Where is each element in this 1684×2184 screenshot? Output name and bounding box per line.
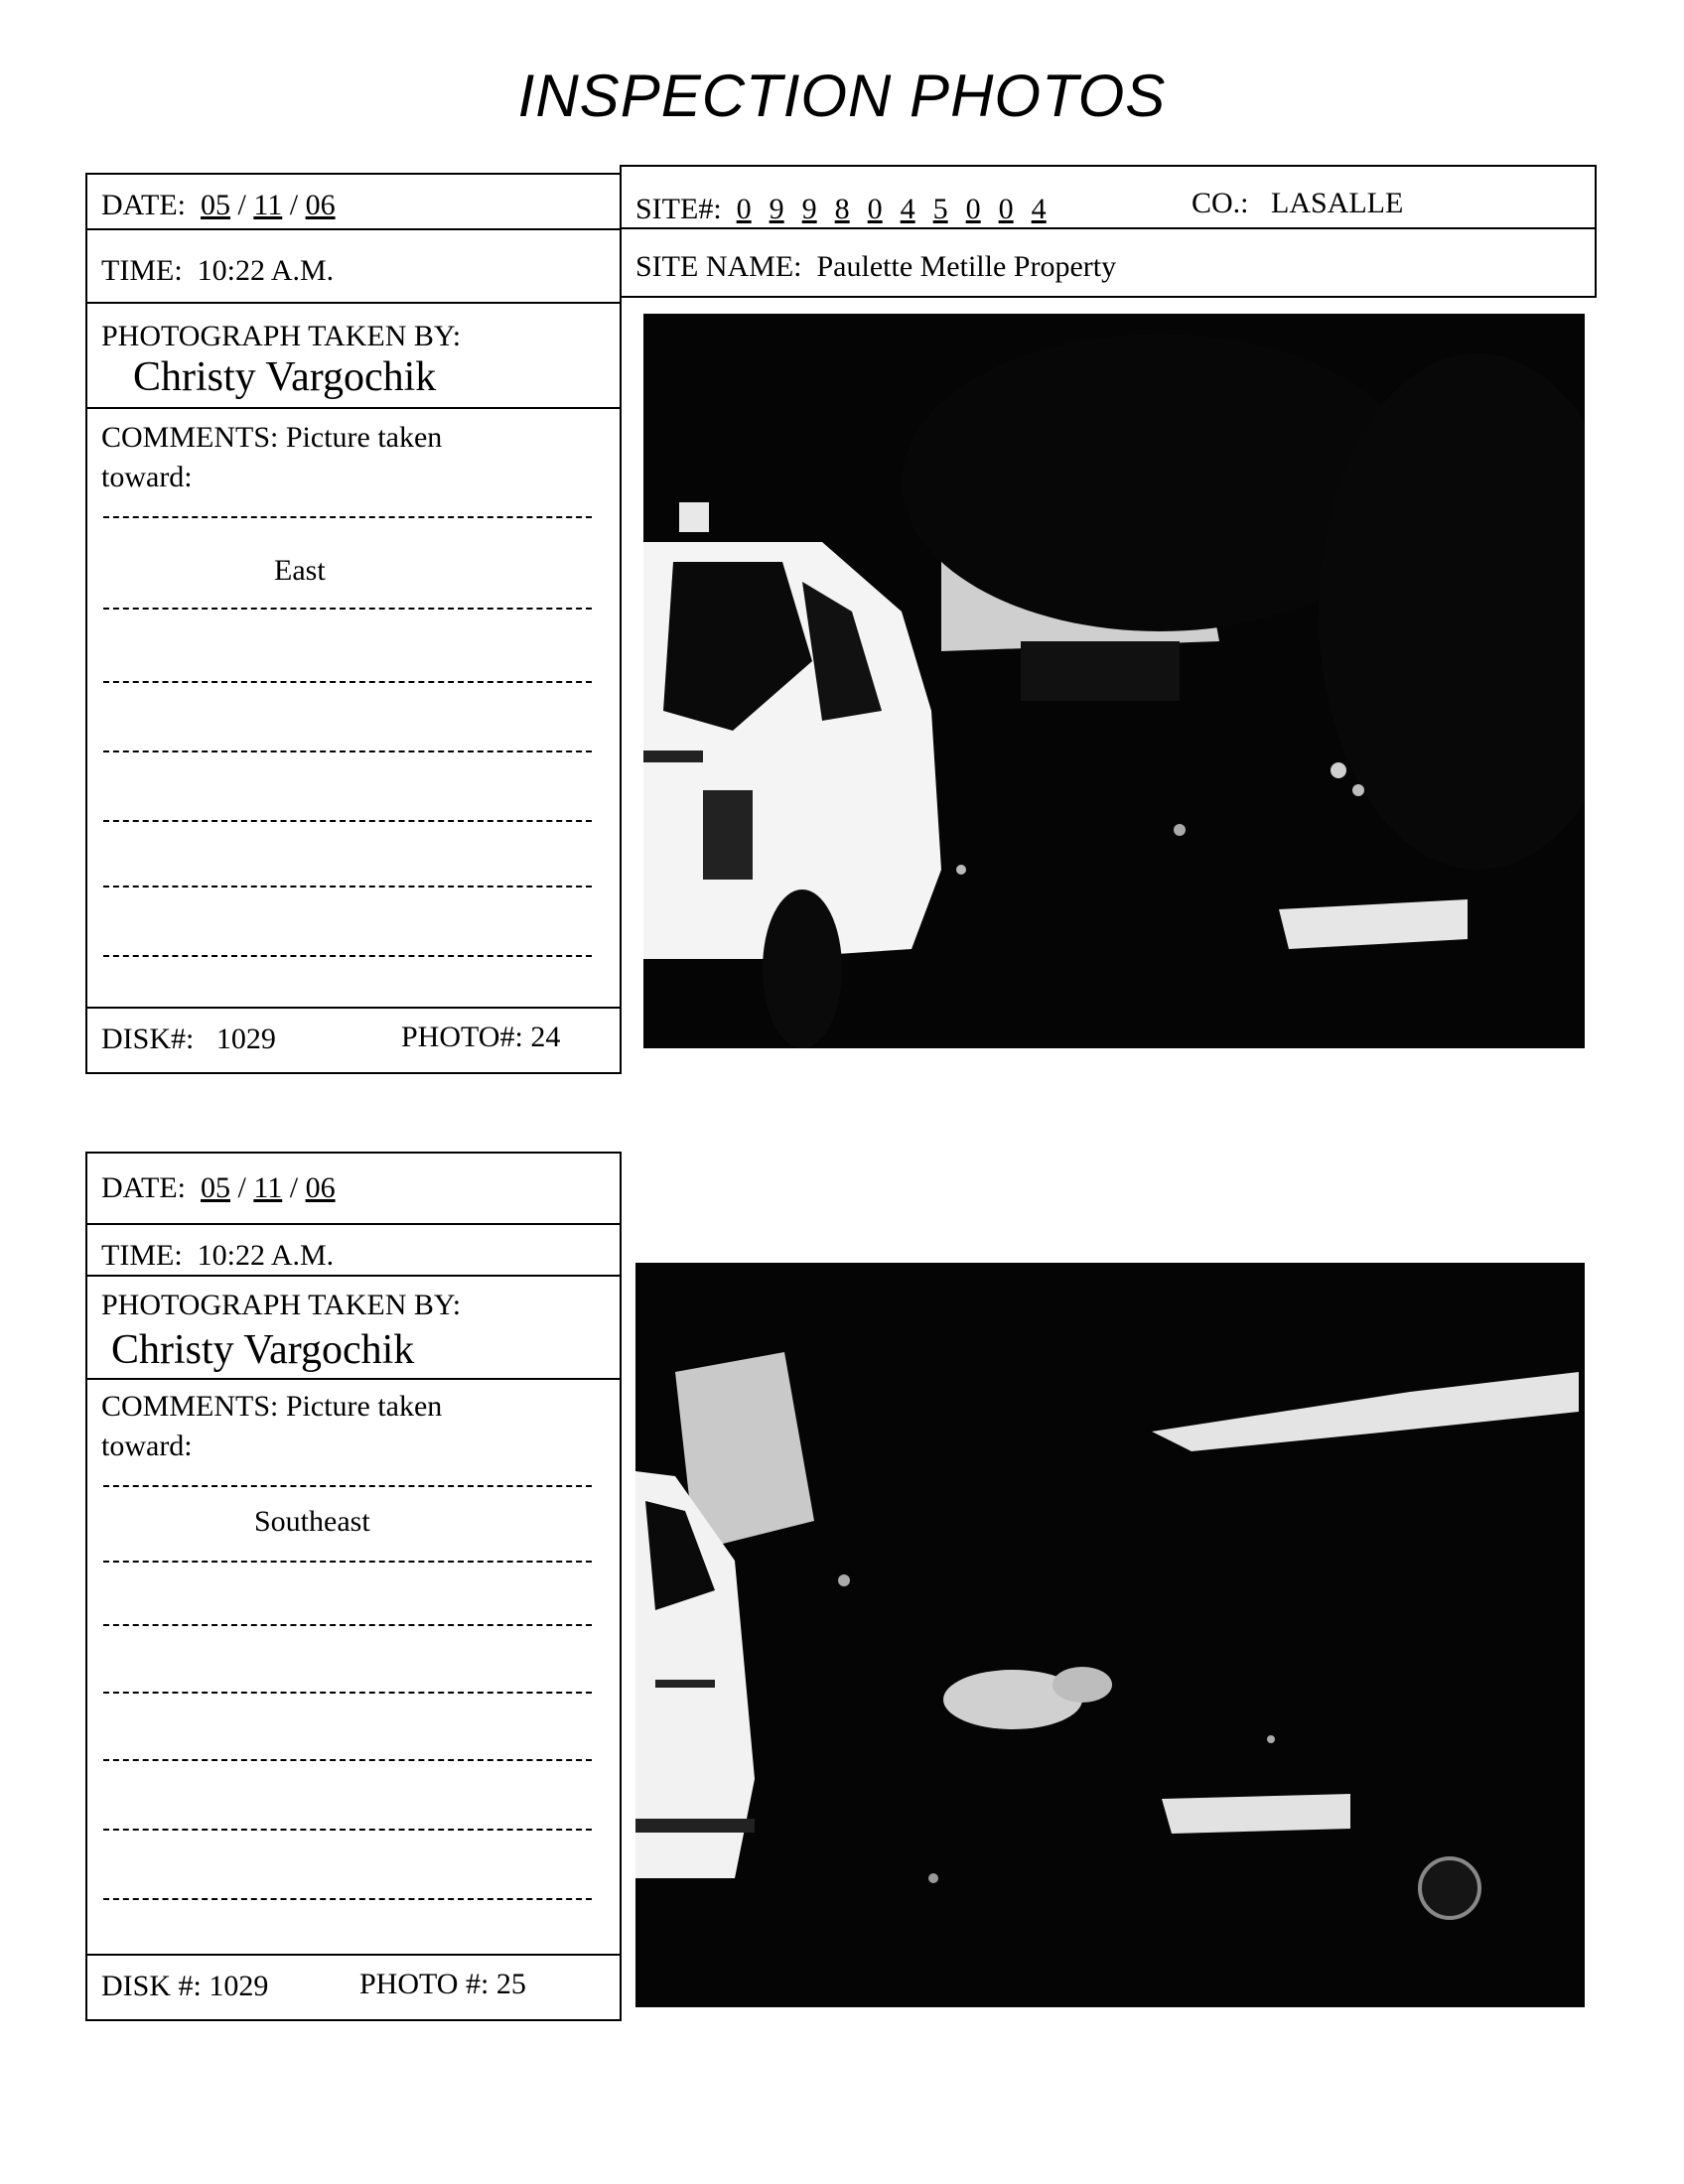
record-1-time: TIME: 10:22 A.M. (101, 254, 335, 287)
record-1-date: DATE: 05 / 11 / 06 (101, 189, 336, 221)
inspection-photo-2 (635, 1263, 1585, 2007)
record-2-comments-label-2: toward: (101, 1430, 193, 1462)
record-2-form (85, 1152, 622, 2021)
record-1-photo-number: PHOTO#: 24 (401, 1021, 561, 1053)
record-2-comments-label: COMMENTS: Picture taken (101, 1390, 443, 1423)
record-2-disk: DISK #: 1029 (101, 1970, 269, 2002)
record-1-taken-by: Christy Vargochik (133, 354, 437, 400)
record-2-taken-by-label: PHOTOGRAPH TAKEN BY: (101, 1289, 462, 1321)
record-1-taken-by-label: PHOTOGRAPH TAKEN BY: (101, 320, 462, 352)
site-name: SITE NAME: Paulette Metille Property (635, 250, 1117, 283)
site-number: SITE#: 0 9 9 8 0 4 5 0 0 4 (635, 193, 1064, 226)
page-title: INSPECTION PHOTOS (517, 63, 1167, 129)
record-2-direction: Southeast (254, 1505, 370, 1538)
record-1-disk: DISK#: 1029 (101, 1023, 276, 1055)
record-2-time: TIME: 10:22 A.M. (101, 1239, 335, 1272)
record-2-photo-number: PHOTO #: 25 (359, 1968, 526, 2000)
record-1-direction: East (274, 554, 326, 587)
record-1-form (85, 173, 622, 1074)
site-number-digits: 0 9 9 8 0 4 5 0 0 4 (736, 193, 1047, 225)
inspection-photo-1 (643, 314, 1585, 1048)
record-2-date: DATE: 05 / 11 / 06 (101, 1171, 336, 1204)
county: CO.: LASALLE (1192, 187, 1404, 219)
record-2-taken-by: Christy Vargochik (111, 1327, 415, 1373)
record-1-comments-label-2: toward: (101, 461, 193, 493)
record-1-comments-label: COMMENTS: Picture taken (101, 421, 443, 454)
